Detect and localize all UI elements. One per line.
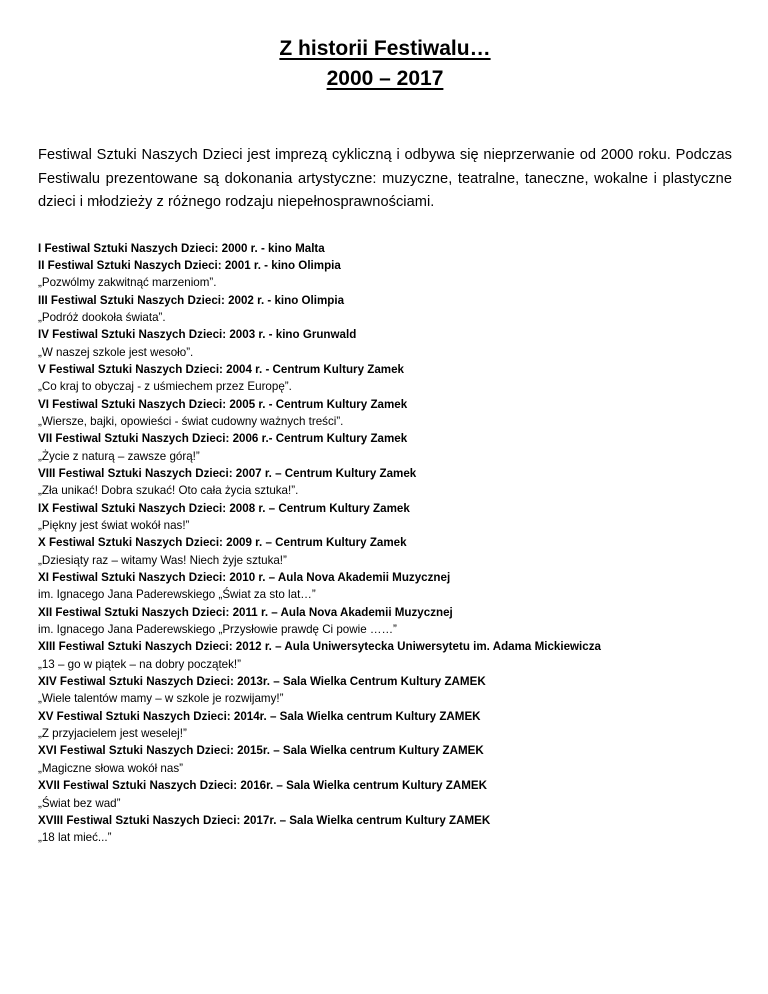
document-page <box>38 34 732 847</box>
festival-edition-motto: im. Ignacego Jana Paderewskiego „Przysłowie prawdę Ci powie ……” <box>38 623 397 637</box>
festival-edition-motto: „Piękny jest świat wokół nas!” <box>38 519 190 532</box>
festival-edition-heading: V Festiwal Sztuki Naszych Dzieci: 2004 r. - Centrum Kultury Zamek <box>38 362 404 376</box>
festival-history-list <box>38 240 732 847</box>
festival-edition-motto: „18 lat mieć...” <box>38 831 112 845</box>
festival-edition-heading: XI Festiwal Sztuki Naszych Dzieci: 2010 r. – Aula Nova Akademii Muzycznej <box>38 571 451 585</box>
intro-paragraph: Festiwal Sztuki Naszych Dzieci jest imprezą cykliczną i odbywa się nieprzerwanie od 2000 roku. Podczas Festiwalu prezentowane są dokonania artystyczne: muzyczne, teatralne, taneczne, wokalne i plastyczne dzieci i młodzieży z różnego rodzaju niepełnosprawnościami. <box>38 147 732 210</box>
festival-edition-heading: XII Festiwal Sztuki Naszych Dzieci: 2011 r. – Aula Nova Akademii Muzycznej <box>38 605 453 619</box>
festival-edition-motto: „W naszej szkole jest wesoło”. <box>38 345 194 359</box>
festival-edition-heading: XIII Festiwal Sztuki Naszych Dzieci: 2012 r. – Aula Uniwersytecka Uniwersytetu im. Adama Mickiewicza <box>38 640 601 654</box>
festival-edition-motto: „13 – go w piątek – na dobry początek!” <box>38 657 242 671</box>
festival-edition-motto: „Podróż dookoła świata”. <box>38 310 166 324</box>
festival-edition-motto: „Życie z naturą – zawsze górą!” <box>38 449 200 463</box>
festival-edition-heading: IX Festiwal Sztuki Naszych Dzieci: 2008 r. – Centrum Kultury Zamek <box>38 501 410 515</box>
festival-edition-motto: „Wiersze, bajki, opowieści - świat cudowny ważnych treści”. <box>38 414 344 428</box>
festival-edition-heading: XVIII Festiwal Sztuki Naszych Dzieci: 2017r. – Sala Wielka centrum Kultury ZAMEK <box>38 813 491 827</box>
title-line-1: Z historii Festiwalu… <box>279 37 491 60</box>
festival-edition-heading: XVI Festiwal Sztuki Naszych Dzieci: 2015r. – Sala Wielka centrum Kultury ZAMEK <box>38 744 484 758</box>
festival-edition-motto: „Z przyjacielem jest weselej!” <box>38 727 187 741</box>
festival-edition-motto: „Zła unikać! Dobra szukać! Oto cała życia sztuka!”. <box>38 484 299 498</box>
festival-edition-heading: I Festiwal Sztuki Naszych Dzieci: 2000 r. - kino Malta <box>38 241 325 255</box>
document-title <box>38 34 732 94</box>
festival-edition-heading: VIII Festiwal Sztuki Naszych Dzieci: 2007 r. – Centrum Kultury Zamek <box>38 466 417 480</box>
festival-edition-motto: „Pozwólmy zakwitnąć marzeniom”. <box>38 276 217 290</box>
festival-edition-motto: „Magiczne słowa wokół nas” <box>38 761 183 775</box>
festival-edition-heading: II Festiwal Sztuki Naszych Dzieci: 2001 r. - kino Olimpia <box>38 258 341 272</box>
festival-edition-motto: „Dziesiąty raz – witamy Was! Niech żyje sztuka!” <box>38 553 287 567</box>
festival-edition-motto: „Co kraj to obyczaj - z uśmiechem przez Europę”. <box>38 380 292 394</box>
festival-edition-heading: VII Festiwal Sztuki Naszych Dzieci: 2006 r.- Centrum Kultury Zamek <box>38 432 408 446</box>
festival-edition-heading: IV Festiwal Sztuki Naszych Dzieci: 2003 r. - kino Grunwald <box>38 328 357 342</box>
festival-edition-motto: „Wiele talentów mamy – w szkole je rozwijamy!” <box>38 692 284 706</box>
festival-edition-motto: „Świat bez wad” <box>38 796 121 810</box>
festival-edition-motto: im. Ignacego Jana Paderewskiego „Świat za sto lat…” <box>38 588 316 602</box>
title-line-2: 2000 – 2017 <box>326 67 444 90</box>
festival-edition-heading: XV Festiwal Sztuki Naszych Dzieci: 2014r. – Sala Wielka centrum Kultury ZAMEK <box>38 709 481 723</box>
festival-edition-heading: X Festiwal Sztuki Naszych Dzieci: 2009 r. – Centrum Kultury Zamek <box>38 536 407 550</box>
festival-edition-heading: XIV Festiwal Sztuki Naszych Dzieci: 2013r. – Sala Wielka Centrum Kultury ZAMEK <box>38 675 486 689</box>
festival-edition-heading: XVII Festiwal Sztuki Naszych Dzieci: 2016r. – Sala Wielka centrum Kultury ZAMEK <box>38 779 487 793</box>
festival-edition-heading: III Festiwal Sztuki Naszych Dzieci: 2002 r. - kino Olimpia <box>38 293 345 307</box>
festival-edition-heading: VI Festiwal Sztuki Naszych Dzieci: 2005 r. - Centrum Kultury Zamek <box>38 397 408 411</box>
